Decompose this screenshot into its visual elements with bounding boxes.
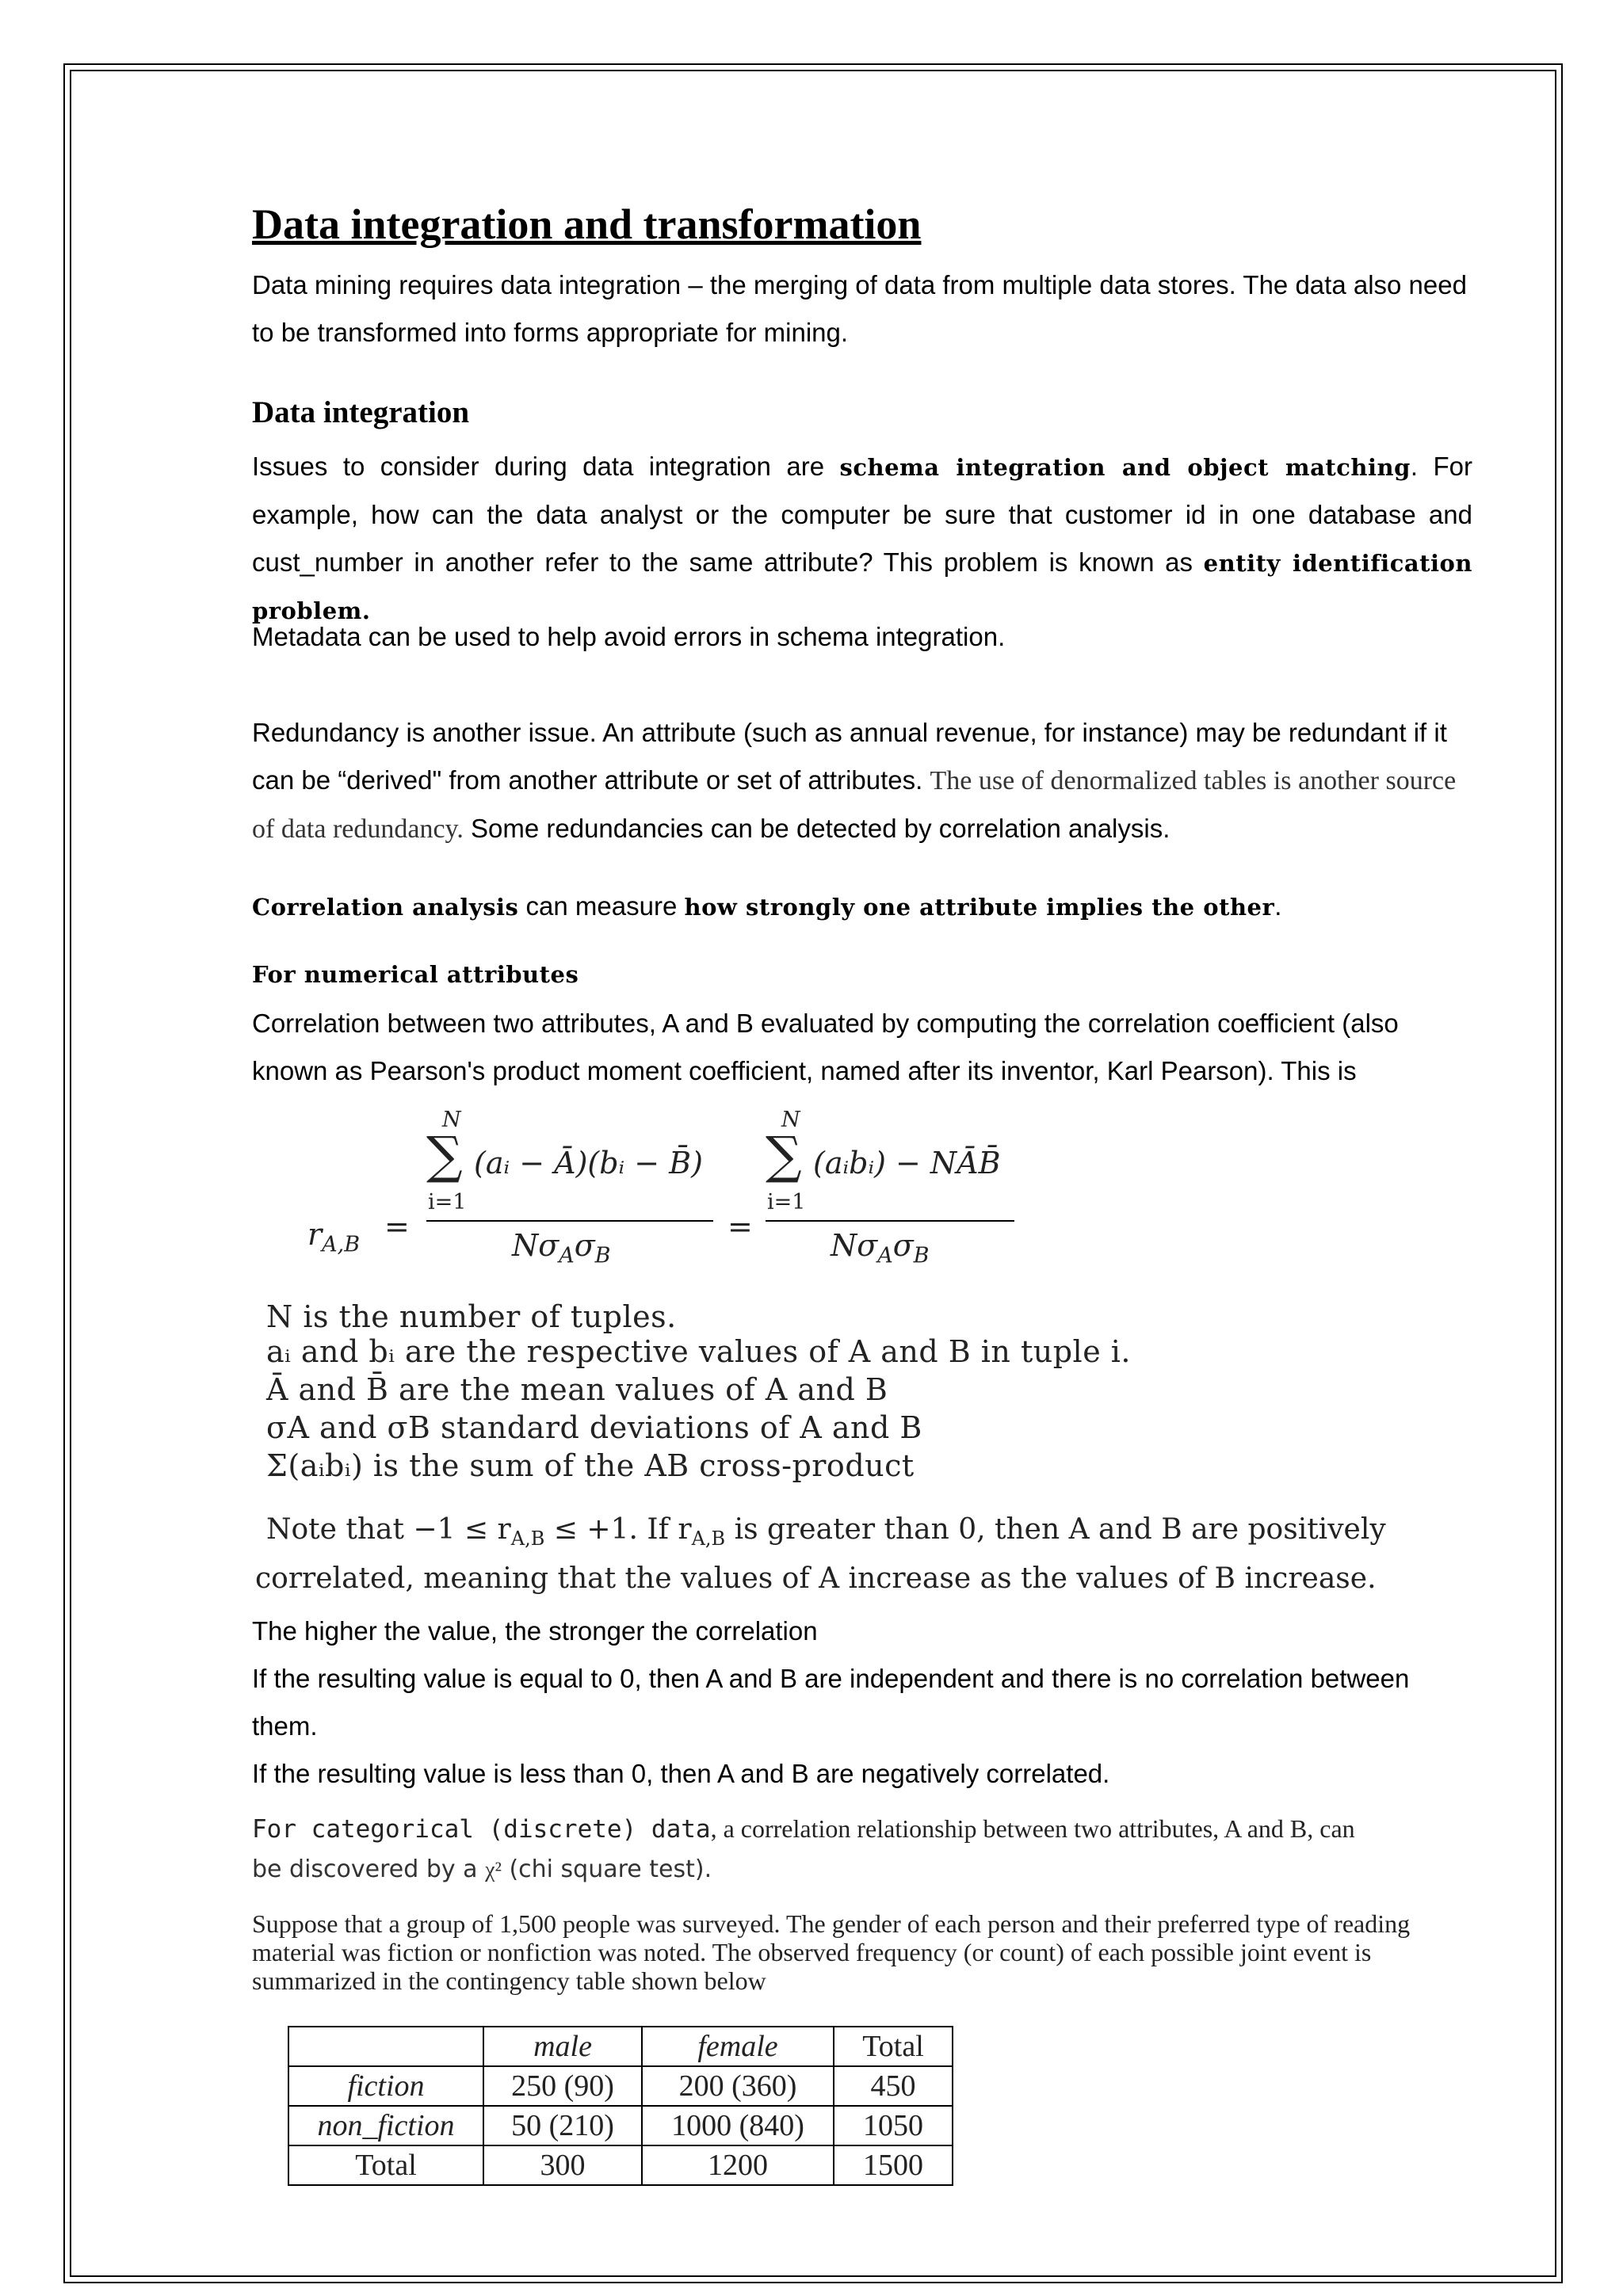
categorical-rest: , a correlation relationship between two attributes, A and B, can	[710, 1814, 1355, 1843]
formula-upper-2: N	[781, 1108, 800, 1132]
formula-den-2-mid: σ	[892, 1228, 914, 1263]
categorical-line-2-text-b: (chi square test).	[501, 1855, 712, 1883]
formula-r-sub: A,B	[322, 1232, 361, 1257]
table-header-cell: male	[483, 2027, 642, 2066]
formula-den-1: Nσ	[512, 1228, 559, 1263]
formula-equals-1: =	[384, 1209, 410, 1244]
definition-line-3: Ā and B̄ are the mean values of A and B	[266, 1372, 888, 1407]
note-line-2: correlated, meaning that the values of A increase as the values of B increase.	[255, 1562, 1377, 1595]
formula-den-1-sub-a: A	[559, 1243, 575, 1268]
integration-emphasis-schema: schema integration and object matching	[839, 454, 1411, 481]
categorical-line-2-text: be discovered by a	[252, 1855, 486, 1883]
integration-text-2: . For example, how can the data analyst or the computer be sure that customer id in one database and cust_number in another refer to the same attribute? This problem is known as	[252, 452, 1472, 577]
integration-paragraph	[252, 443, 1472, 634]
table-cell: 1200	[642, 2145, 834, 2185]
redundancy-text-serif: The use of denormalized tables is another source of data redundancy.	[252, 766, 1457, 844]
table-header-cell	[288, 2027, 483, 2066]
formula-numerator-1: (aᵢ − Ā)(bᵢ − B̄)	[474, 1146, 703, 1180]
correlation-analysis-term: Correlation analysis	[252, 894, 519, 921]
formula-fraction-bar-2	[766, 1220, 1014, 1222]
formula-fraction-bar-1	[426, 1220, 713, 1222]
table-row	[288, 2145, 953, 2185]
result-line-3: them.	[252, 1711, 318, 1741]
redundancy-text-1: Redundancy is another issue. An attribute (such as annual revenue, for instance) may be redundant if it can be “derived" from another attribute or set of attributes.	[252, 718, 1447, 795]
note-text-b: ≤ +1. If r	[544, 1513, 692, 1546]
table-cell: 250 (90)	[483, 2066, 642, 2106]
table-cell: 50 (210)	[483, 2106, 642, 2145]
section-heading-data-integration: Data integration	[252, 395, 470, 429]
formula-den-2: Nσ	[831, 1228, 878, 1263]
formula-den-2-sub-a: A	[877, 1243, 893, 1268]
formula-lhs	[307, 1217, 360, 1257]
formula-den-1-mid: σ	[574, 1228, 595, 1263]
table-cell: non_fiction	[288, 2106, 483, 2145]
note-sub-1: A,B	[510, 1527, 545, 1550]
note-sub-2: A,B	[691, 1527, 726, 1550]
table-cell: 200 (360)	[642, 2066, 834, 2106]
table-cell: 1000 (840)	[642, 2106, 834, 2145]
table-header-cell: female	[642, 2027, 834, 2066]
note-text-c: is greater than 0, then A and B are positively	[725, 1513, 1386, 1546]
intro-paragraph: Data mining requires data integration – the merging of data from multiple data stores. The data also need to be transformed into forms appropriate for mining.	[252, 270, 1467, 347]
numerical-heading	[252, 960, 579, 990]
table-cell: 1050	[834, 2106, 953, 2145]
definition-line-2: aᵢ and bᵢ are the respective values of A and B in tuple i.	[266, 1334, 1131, 1369]
metadata-paragraph: Metadata can be used to help avoid errors in schema integration.	[252, 622, 1006, 651]
formula-upper-1: N	[442, 1108, 461, 1132]
correlation-analysis-period: .	[1274, 891, 1282, 921]
table-row	[288, 2106, 953, 2145]
definition-line-1: N is the number of tuples.	[266, 1299, 677, 1334]
formula-den-1-sub-b: B	[594, 1243, 611, 1268]
formula-sigma-1: ∑	[426, 1127, 463, 1185]
categorical-line-2	[252, 1855, 712, 1883]
integration-emphasis-entity: entity identification problem.	[252, 550, 1472, 624]
formula-denominator-1	[512, 1228, 611, 1268]
table-header-row	[288, 2027, 953, 2066]
result-line-2: If the resulting value is equal to 0, then A and B are independent and there is no correlation between	[252, 1664, 1410, 1693]
numerical-heading-text: For numerical attributes	[252, 961, 579, 988]
definition-line-4: σA and σB standard deviations of A and B	[266, 1410, 922, 1445]
correlation-analysis-line	[252, 891, 1281, 921]
table-header-cell: Total	[834, 2027, 953, 2066]
table-cell: 1500	[834, 2145, 953, 2185]
table-cell: fiction	[288, 2066, 483, 2106]
formula-sigma-2: ∑	[766, 1127, 802, 1185]
formula-den-2-sub-b: B	[913, 1243, 930, 1268]
survey-paragraph: Suppose that a group of 1,500 people was surveyed. The gender of each person and their preferred type of reading material was fiction or nonfiction was noted. The observed frequency (or count) of each possible joint event is summarized in the contingency table shown below	[252, 1909, 1411, 1995]
note-text-a: Note that −1 ≤ r	[266, 1513, 511, 1546]
table-cell: 300	[483, 2145, 642, 2185]
result-line-1: The higher the value, the stronger the correlation	[252, 1616, 818, 1646]
redundancy-paragraph	[252, 709, 1472, 853]
formula-r: r	[307, 1217, 323, 1252]
formula-denominator-2	[831, 1228, 930, 1268]
redundancy-text-2: Some redundancies can be detected by correlation analysis.	[463, 814, 1170, 843]
formula-lower-2: i=1	[767, 1190, 806, 1215]
correlation-analysis-emphasis: how strongly one attribute implies the other	[684, 894, 1275, 921]
contingency-table	[288, 2026, 953, 2186]
table-cell: Total	[288, 2145, 483, 2185]
pearson-formula	[307, 1108, 1021, 1266]
categorical-line-1	[252, 1814, 1355, 1844]
formula-numerator-2: (aᵢbᵢ) − NĀB̄	[813, 1146, 1001, 1180]
definition-line-5: Σ(aᵢbᵢ) is the sum of the AB cross-product	[266, 1448, 915, 1483]
integration-text-1: Issues to consider during data integration are	[252, 452, 840, 481]
formula-lower-1: i=1	[428, 1190, 467, 1215]
note-line-1	[266, 1513, 1386, 1550]
result-line-4: If the resulting value is less than 0, then A and B are negatively correlated.	[252, 1759, 1110, 1788]
table-cell: 450	[834, 2066, 953, 2106]
correlation-analysis-text: can measure	[518, 891, 685, 921]
chi-square-symbol: χ²	[485, 1858, 502, 1882]
formula-equals-2: =	[727, 1209, 753, 1244]
table-row	[288, 2066, 953, 2106]
page-title: Data integration and transformation	[252, 200, 922, 248]
numerical-paragraph: Correlation between two attributes, A and B evaluated by computing the correlation coefficient (also known as Pearson's product moment coefficient, named after its inventor, Karl Pearson). This is	[252, 1009, 1399, 1085]
categorical-label: For categorical (discrete) data	[252, 1815, 711, 1844]
